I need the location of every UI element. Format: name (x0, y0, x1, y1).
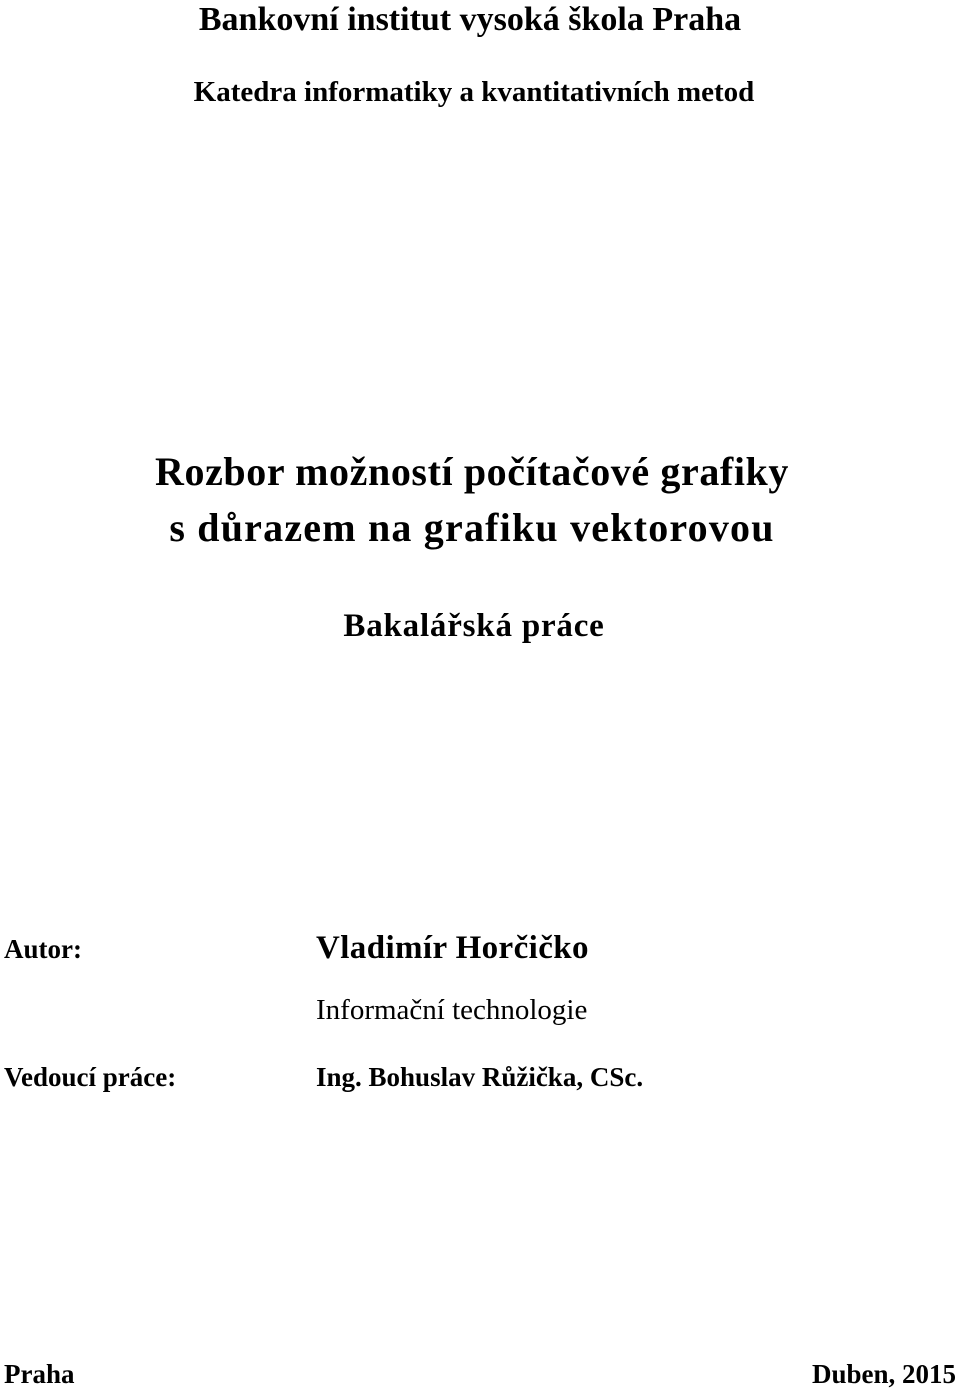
institution-name: Bankovní institut vysoká škola Praha (198, 1, 742, 38)
supervisor-name: Ing. Bohuslav Růžička, CSc. (316, 1062, 644, 1092)
thesis-type: Bakalářská práce (343, 608, 605, 644)
footer-date: Duben, 2015 (811, 1359, 956, 1389)
thesis-title-line-1: Rozbor možností počítačové grafiky (154, 449, 789, 494)
study-field: Informační technologie (316, 994, 588, 1026)
department-name: Katedra informatiky a kvantitativních metod (193, 76, 755, 108)
supervisor-label: Vedoucí práce: (4, 1062, 177, 1092)
author-name: Vladimír Horčičko (316, 930, 589, 966)
thesis-title-line-2: s důrazem na grafiku vektorovou (169, 505, 775, 550)
author-label: Autor: (4, 934, 82, 964)
footer-city: Praha (4, 1359, 75, 1389)
